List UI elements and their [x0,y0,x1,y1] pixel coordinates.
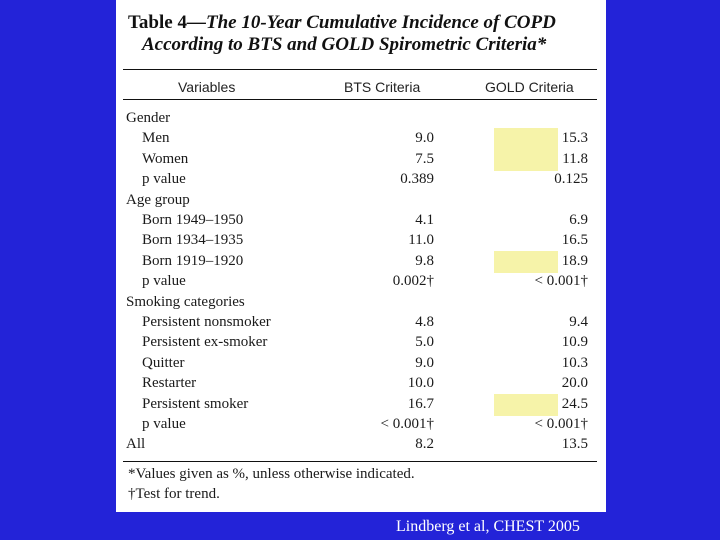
table-panel [116,0,606,512]
footnote-values: *Values given as %, unless otherwise indicated. [128,466,415,482]
gold-value: 20.0 [561,375,588,392]
header-gold: GOLD Criteria [485,79,574,95]
title-line1: —The 10-Year Cumulative Incidence of COPD [186,12,556,33]
row-label: Born 1919–1920 [142,252,244,269]
row-label: Persistent ex-smoker [142,334,268,351]
row-label: Persistent nonsmoker [142,314,271,330]
footnote-trend: †Test for trend. [128,486,220,502]
row-label: Women [142,150,189,167]
title-line2: According to BTS and GOLD Spirometric Criteria* [142,34,547,55]
gold-value: 13.5 [561,436,588,453]
header-bts: BTS Criteria [344,79,421,95]
table-row [116,272,606,292]
table-row [116,293,606,313]
bts-value: 7.5 [415,150,434,167]
gold-value: < 0.001† [534,416,588,432]
table-row [116,395,606,415]
gold-value: 10.9 [561,334,588,351]
bts-value: 5.0 [415,334,434,351]
table-row [116,333,606,353]
gold-value: 16.5 [561,232,588,249]
title-prefix: Table 4 [128,12,187,33]
bts-value: < 0.001† [380,416,434,432]
row-label: p value [142,171,186,188]
table-row [116,435,606,455]
table-row [116,374,606,394]
gold-value: 15.3 [561,130,588,147]
row-label: Quitter [142,354,185,371]
row-label: Men [142,130,170,147]
table-title [128,12,598,56]
bts-value: 4.8 [415,314,434,330]
table-row [116,313,606,333]
table-row [116,211,606,231]
gold-value: < 0.001† [534,273,588,290]
row-label: Smoking categories [126,293,245,310]
table-row [116,354,606,374]
gold-value: 6.9 [569,212,588,228]
table-row [116,170,606,190]
gold-value: 10.3 [561,354,588,371]
bts-value: 8.2 [415,436,434,453]
header-variables: Variables [178,79,236,95]
row-label: Persistent smoker [142,395,249,412]
gold-value: 24.5 [561,395,588,412]
gold-value: 9.4 [569,314,588,330]
gold-value: 18.9 [561,252,588,269]
top-rule [123,69,597,70]
bts-value: 11.0 [408,232,434,249]
bts-value: 9.0 [415,130,434,147]
bottom-rule [123,461,597,462]
bts-value: 16.7 [407,395,434,412]
table-row [116,415,606,435]
bts-value: 0.002† [392,273,434,290]
gold-value: 0.125 [554,171,588,188]
row-label: Born 1934–1935 [142,232,244,249]
table-row [116,150,606,170]
table-row [116,129,606,149]
header-rule [123,99,597,100]
bts-value: 9.8 [415,252,434,269]
gold-value: 11.8 [562,150,588,167]
bts-value: 9.0 [415,354,434,371]
row-label: Gender [126,110,171,126]
table-row [116,231,606,251]
table-row [116,109,606,129]
bts-value: 0.389 [400,171,434,188]
table-row [116,191,606,211]
row-label: All [126,436,146,453]
row-label: p value [142,273,186,290]
bts-value: 10.0 [407,375,434,392]
row-label: p value [142,416,186,432]
row-label: Restarter [142,375,197,392]
bts-value: 4.1 [415,212,434,228]
row-label: Born 1949–1950 [142,212,244,228]
citation: Lindberg et al, CHEST 2005 [396,518,580,535]
row-label: Age group [126,191,190,208]
table-row [116,252,606,272]
